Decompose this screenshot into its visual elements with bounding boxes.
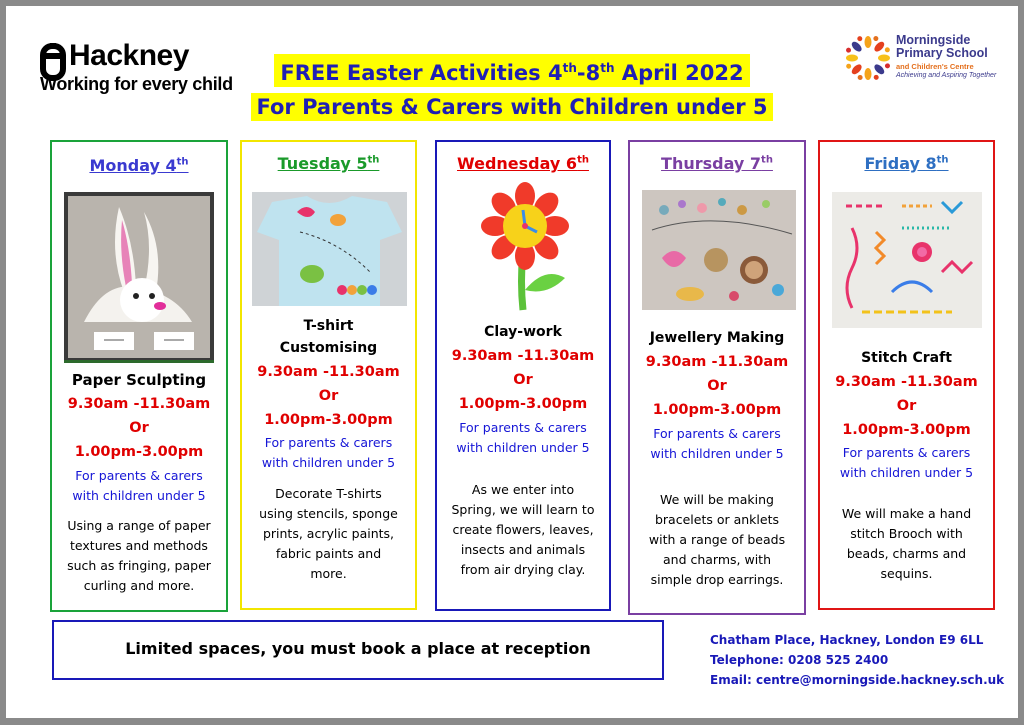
morning-session-time: 9.30am -11.30am bbox=[451, 348, 595, 364]
audience-line-2: with children under 5 bbox=[456, 440, 590, 455]
school-name-line-1: Morningside bbox=[896, 33, 971, 47]
sun-people-icon bbox=[844, 34, 892, 82]
audience-line-2: with children under 5 bbox=[650, 446, 784, 461]
day-column-thursday bbox=[628, 140, 806, 615]
activity-description: Decorate T-shirts using stencils, sponge prints, acrylic paints, fabric paints and more. bbox=[259, 486, 398, 581]
afternoon-session-time: 1.00pm-3.00pm bbox=[264, 412, 393, 428]
flyer-page bbox=[6, 6, 1018, 718]
afternoon-session-time: 1.00pm-3.00pm bbox=[458, 396, 588, 412]
divider bbox=[64, 360, 214, 363]
jewellery-image bbox=[642, 190, 796, 310]
day-heading: Tuesday 5th bbox=[277, 154, 380, 173]
audience-line-1: For parents & carers bbox=[264, 435, 393, 450]
school-name-line-2: Primary School bbox=[896, 46, 988, 60]
school-centre: and Children's Centre bbox=[896, 62, 974, 71]
hackney-h-icon bbox=[40, 43, 66, 69]
school-logo bbox=[844, 30, 1014, 90]
day-column-tuesday bbox=[240, 140, 417, 610]
booking-notice: Limited spaces, you must book a place at reception bbox=[125, 639, 591, 658]
or-text: Or bbox=[513, 372, 533, 388]
school-tagline: Achieving and Aspiring Together bbox=[896, 72, 997, 79]
embroidery-image bbox=[832, 192, 982, 328]
address: Chatham Place, Hackney, London E9 6LL bbox=[710, 633, 984, 647]
booking-notice-box bbox=[52, 620, 664, 680]
activity-description: We will make a hand stitch Brooch with beads, charms and sequins. bbox=[841, 506, 972, 581]
activity-title: Jewellery Making bbox=[649, 330, 785, 346]
day-column-wednesday bbox=[435, 140, 611, 611]
hackney-tagline: Working for every child bbox=[40, 74, 233, 94]
activity-title-line-2: Customising bbox=[279, 340, 378, 356]
day-column-friday bbox=[818, 140, 995, 610]
title-line-2: For Parents & Carers with Children under 5 bbox=[251, 93, 774, 121]
or-text: Or bbox=[318, 388, 339, 404]
activity-title-line-1: T-shirt bbox=[303, 318, 354, 334]
afternoon-session-time: 1.00pm-3.00pm bbox=[652, 402, 782, 418]
email: Email: centre@morningside.hackney.sch.uk bbox=[710, 673, 1005, 687]
audience-line-2: with children under 5 bbox=[72, 488, 206, 503]
telephone: Telephone: 0208 525 2400 bbox=[710, 653, 889, 667]
audience-line-1: For parents & carers bbox=[842, 445, 971, 460]
contact-details bbox=[710, 630, 1004, 690]
morning-session-time: 9.30am -11.30am bbox=[645, 354, 789, 370]
activity-title: Stitch Craft bbox=[861, 350, 952, 366]
afternoon-session-time: 1.00pm-3.00pm bbox=[842, 422, 971, 438]
day-heading: Thursday 7th bbox=[661, 154, 773, 173]
activity-title: Clay-work bbox=[484, 324, 562, 340]
hackney-logo bbox=[40, 40, 233, 95]
day-column-monday bbox=[50, 140, 228, 612]
audience-line-1: For parents & carers bbox=[459, 420, 587, 435]
audience-line-2: with children under 5 bbox=[839, 465, 974, 480]
morning-session-time: 9.30am -11.30am bbox=[67, 396, 211, 412]
audience-line-1: For parents & carers bbox=[75, 468, 203, 483]
afternoon-session-time: 1.00pm-3.00pm bbox=[74, 444, 204, 460]
activity-description: Using a range of paper textures and methods such as fringing, paper curling and more. bbox=[67, 518, 211, 593]
hackney-brand: Hackney bbox=[69, 39, 189, 72]
page-title bbox=[228, 54, 796, 121]
audience-line-2: with children under 5 bbox=[261, 455, 396, 470]
audience-line-1: For parents & carers bbox=[653, 426, 781, 441]
activity-description: We will be making bracelets or anklets with a range of beads and charms, with simple drop earrings. bbox=[648, 492, 786, 587]
tshirt-image bbox=[252, 192, 407, 306]
day-heading: Friday 8th bbox=[864, 154, 949, 173]
title-line-1: FREE Easter Activities 4th-8th April 2022 bbox=[274, 54, 749, 87]
day-heading: Wednesday 6th bbox=[457, 154, 589, 173]
activity-title: Paper Sculpting bbox=[71, 371, 207, 389]
or-text: Or bbox=[896, 398, 917, 414]
activity-description: As we enter into Spring, we will learn to create flowers, leaves, insects and animals from air drying clay. bbox=[451, 482, 595, 577]
morning-session-time: 9.30am -11.30am bbox=[257, 364, 400, 380]
morning-session-time: 9.30am -11.30am bbox=[835, 374, 978, 390]
or-text: Or bbox=[129, 420, 149, 436]
or-text: Or bbox=[707, 378, 727, 394]
day-heading: Monday 4th bbox=[89, 156, 189, 175]
clay-flower-image bbox=[465, 182, 585, 312]
paper-bunny-image bbox=[64, 192, 214, 362]
